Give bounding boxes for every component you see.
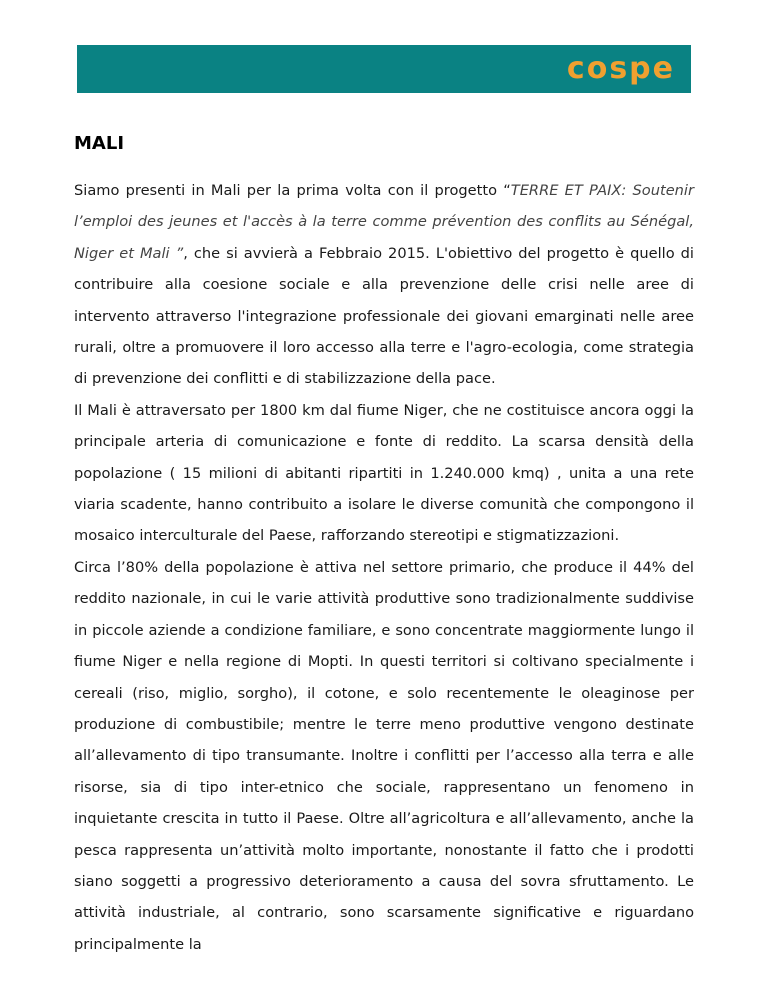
paragraph-intro: [74, 175, 694, 395]
project-title: TERRE ET PAIX: Soutenir l’emploi des jeunes et l'accès à la terre comme prévention des conflits au Sénégal, Niger et Mali ”: [74, 182, 694, 262]
cospe-logo: cospe: [566, 51, 675, 86]
intro-rest: , che si avvierà a Febbraio 2015. L'obiettivo del progetto è quello di contribuire alla coesione sociale e alla prevenzione delle crisi nelle aree di intervento attraverso l'integrazione professionale dei giovani emarginati nelle aree rurali, oltre a promuovere il loro accesso alla terre e l'agro-ecologia, come strategia di prevenzione dei conflitti e di stabilizzazione della pace.: [74, 244, 694, 388]
intro-lead: Siamo presenti in Mali per la prima volta con il progetto “: [74, 182, 511, 199]
header-band: [77, 45, 691, 93]
paragraph-economy: Circa l’80% della popolazione è attiva nel settore primario, che produce il 44% del reddito nazionale, in cui le varie attività produttive sono tradizionalmente suddivise in piccole aziende a condizione familiare, e sono concentrate maggiormente lungo il fiume Niger e nella regione di Mopti. In questi territori si coltivano specialmente i cereali (riso, miglio, sorgho), il cotone, e solo recentemente le oleaginose per produzione di combustibile; mentre le terre meno produttive vengono destinate all’allevamento di tipo transumante. Inoltre i conflitti per l’accesso alla terra e alle risorse, sia di tipo inter-etnico che sociale, rappresentano un fenomeno in inquietante crescita in tutto il Paese. Oltre all’agricoltura e all’allevamento, anche la pesca rappresenta un’attività molto importante, nonostante il fatto che i prodotti siano soggetti a progressivo deterioramento a causa del sovra sfruttamento. Le attività industriale, al contrario, sono scarsamente significative e riguardano principalmente la: [74, 558, 694, 953]
document-body: [74, 175, 694, 960]
page-title: MALI: [74, 133, 125, 154]
paragraph-geography: Il Mali è attraversato per 1800 km dal fiume Niger, che ne costituisce ancora oggi la principale arteria di comunicazione e fonte di reddito. La scarsa densità della popolazione ( 15 milioni di abitanti ripartiti in 1.240.000 kmq) , unita a una rete viaria scadente, hanno contribuito a isolare le diverse comunità che compongono il mosaico interculturale del Paese, rafforzando stereotipi e stigmatizzazioni.: [74, 401, 694, 545]
